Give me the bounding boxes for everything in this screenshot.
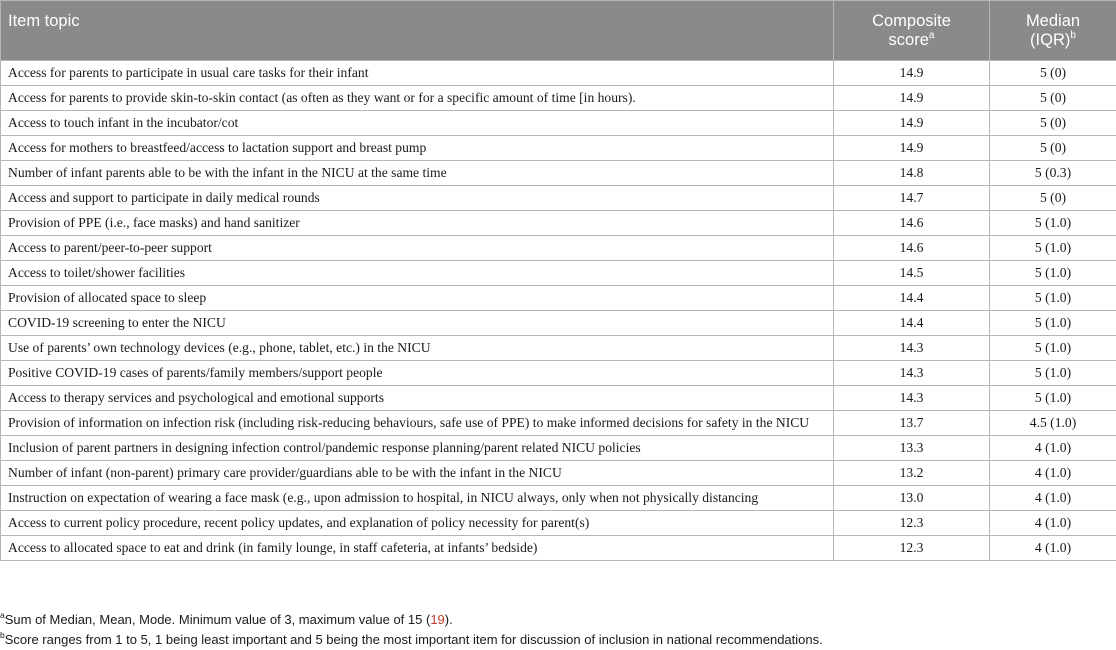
table-row: [1, 511, 1116, 536]
table-header: [1, 1, 1116, 61]
cell-composite-score: 13.7: [834, 411, 990, 436]
footnote-b: $^b$Score ranges from 1 to 5, 1 being least important and 5 being the most important item for discussion of inclusion in national recommendations.: [0, 629, 823, 647]
cell-composite-score: 14.6: [834, 211, 990, 236]
table-row: [1, 336, 1116, 361]
cell-median-iqr: 5 (1.0): [990, 261, 1116, 286]
table-row: [1, 436, 1116, 461]
cell-median-iqr: 5 (1.0): [990, 211, 1116, 236]
cell-item-topic: COVID-19 screening to enter the NICU: [1, 311, 834, 336]
cell-composite-score: 14.6: [834, 236, 990, 261]
cell-composite-score: 14.9: [834, 136, 990, 161]
table-footnotes: [0, 610, 1116, 650]
cell-composite-score: 12.3: [834, 511, 990, 536]
cell-item-topic: Access for parents to participate in usual care tasks for their infant: [1, 61, 834, 86]
cell-item-topic: Provision of allocated space to sleep: [1, 286, 834, 311]
cell-composite-score: 13.0: [834, 486, 990, 511]
table-row: [1, 311, 1116, 336]
cell-composite-score: 12.3: [834, 536, 990, 561]
cell-item-topic: Number of infant parents able to be with the infant in the NICU at the same time: [1, 161, 834, 186]
cell-composite-score: 14.3: [834, 361, 990, 386]
cell-median-iqr: 4 (1.0): [990, 436, 1116, 461]
cell-median-iqr: 5 (1.0): [990, 336, 1116, 361]
cell-item-topic: Instruction on expectation of wearing a face mask (e.g., upon admission to hospital, in NICU always, only when not physically distancing: [1, 486, 834, 511]
cell-item-topic: Positive COVID-19 cases of parents/family members/support people: [1, 361, 834, 386]
table-row: [1, 411, 1116, 436]
cell-median-iqr: 5 (1.0): [990, 386, 1116, 411]
cell-item-topic: Access to therapy services and psychological and emotional supports: [1, 386, 834, 411]
cell-composite-score: 14.5: [834, 261, 990, 286]
cell-median-iqr: 5 (0): [990, 111, 1116, 136]
cell-composite-score: 14.9: [834, 61, 990, 86]
cell-item-topic: Inclusion of parent partners in designing infection control/pandemic response planning/parent related NICU policies: [1, 436, 834, 461]
table-row: [1, 461, 1116, 486]
cell-item-topic: Access to current policy procedure, recent policy updates, and explanation of policy necessity for parent(s): [1, 511, 834, 536]
cell-item-topic: Provision of information on infection risk (including risk-reducing behaviours, safe use of PPE) to make informed decisions for safety in the NICU: [1, 411, 834, 436]
cell-median-iqr: 5 (1.0): [990, 286, 1116, 311]
cell-median-iqr: 4 (1.0): [990, 486, 1116, 511]
table-row: [1, 111, 1116, 136]
cell-median-iqr: 5 (0): [990, 136, 1116, 161]
cell-item-topic: Access for parents to provide skin-to-skin contact (as often as they want or for a specific amount of time [in hours).: [1, 86, 834, 111]
cell-median-iqr: 4.5 (1.0): [990, 411, 1116, 436]
reference-link[interactable]: 19: [430, 612, 445, 627]
cell-median-iqr: 4 (1.0): [990, 536, 1116, 561]
cell-composite-score: 14.9: [834, 86, 990, 111]
cell-composite-score: 14.3: [834, 386, 990, 411]
table-body: [1, 61, 1116, 561]
cell-item-topic: Access to allocated space to eat and drink (in family lounge, in staff cafeteria, at infants’ bedside): [1, 536, 834, 561]
cell-median-iqr: 4 (1.0): [990, 461, 1116, 486]
cell-composite-score: 14.4: [834, 286, 990, 311]
table-row: [1, 286, 1116, 311]
cell-median-iqr: 5 (0): [990, 186, 1116, 211]
cell-item-topic: Access to touch infant in the incubator/cot: [1, 111, 834, 136]
table-row: [1, 61, 1116, 86]
header-row: [1, 1, 1116, 61]
table-row: [1, 136, 1116, 161]
cell-item-topic: Access to toilet/shower facilities: [1, 261, 834, 286]
cell-item-topic: Use of parents’ own technology devices (e.g., phone, tablet, etc.) in the NICU: [1, 336, 834, 361]
footnote-a: $^a$Sum of Median, Mean, Mode. Minimum value of 3, maximum value of 15 (19).: [0, 609, 453, 627]
header-item-topic: Item topic: [1, 1, 834, 61]
cell-composite-score: 14.4: [834, 311, 990, 336]
cell-median-iqr: 5 (1.0): [990, 361, 1116, 386]
cell-item-topic: Provision of PPE (i.e., face masks) and hand sanitizer: [1, 211, 834, 236]
cell-composite-score: 14.9: [834, 111, 990, 136]
cell-median-iqr: 5 (1.0): [990, 311, 1116, 336]
table-row: [1, 361, 1116, 386]
cell-median-iqr: 5 (1.0): [990, 236, 1116, 261]
cell-composite-score: 14.8: [834, 161, 990, 186]
table-row: [1, 236, 1116, 261]
cell-composite-score: 13.2: [834, 461, 990, 486]
cell-composite-score: 14.3: [834, 336, 990, 361]
cell-item-topic: Access for mothers to breastfeed/access to lactation support and breast pump: [1, 136, 834, 161]
cell-composite-score: 13.3: [834, 436, 990, 461]
table-row: [1, 536, 1116, 561]
table-row: [1, 211, 1116, 236]
cell-composite-score: 14.7: [834, 186, 990, 211]
cell-median-iqr: 5 (0.3): [990, 161, 1116, 186]
table-row: [1, 386, 1116, 411]
table-row: [1, 86, 1116, 111]
table-row: [1, 261, 1116, 286]
table-row: [1, 186, 1116, 211]
cell-median-iqr: 4 (1.0): [990, 511, 1116, 536]
cell-item-topic: Access and support to participate in daily medical rounds: [1, 186, 834, 211]
table-row: [1, 161, 1116, 186]
cell-item-topic: Access to parent/peer-to-peer support: [1, 236, 834, 261]
table-row: [1, 486, 1116, 511]
cell-item-topic: Number of infant (non-parent) primary care provider/guardians able to be with the infant in the NICU: [1, 461, 834, 486]
cell-median-iqr: 5 (0): [990, 61, 1116, 86]
header-composite-score: Composite score$^a$: [834, 1, 990, 61]
header-median-iqr: Median (IQR)$^b$: [990, 1, 1116, 61]
cell-median-iqr: 5 (0): [990, 86, 1116, 111]
